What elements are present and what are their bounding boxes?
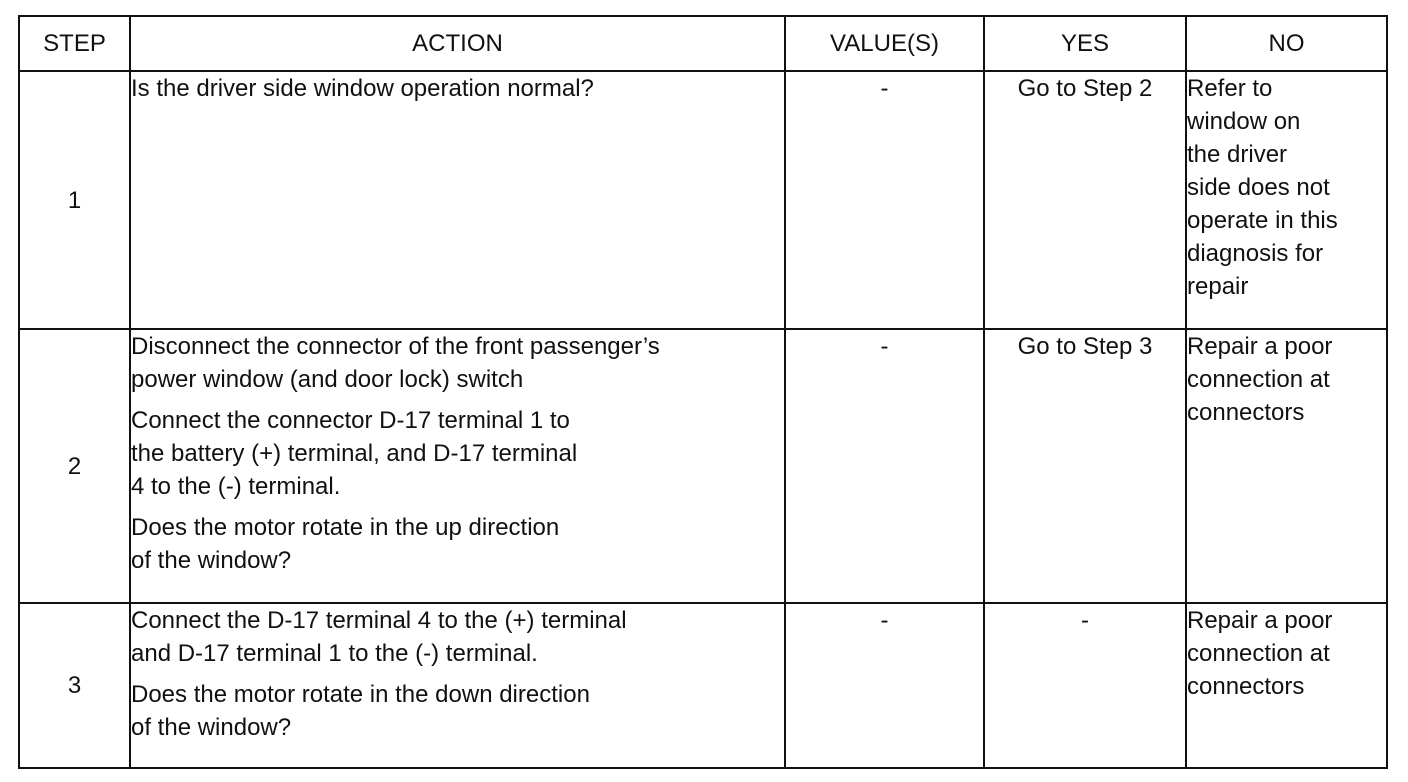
no-line: side does not <box>1187 174 1330 201</box>
step-number: 1 <box>19 71 130 329</box>
action-line: Connect the D-17 terminal 4 to the (+) terminal <box>131 607 627 634</box>
header-row <box>19 16 1387 71</box>
header-step: STEP <box>19 16 130 71</box>
action-line: of the window? <box>131 547 292 574</box>
action-paragraph <box>131 511 784 577</box>
header-values: VALUE(S) <box>785 16 984 71</box>
step-number: 3 <box>19 603 130 768</box>
action-line: Connect the connector D-17 terminal 1 to <box>131 407 570 434</box>
yes-cell: Go to Step 3 <box>984 329 1186 603</box>
no-cell <box>1186 71 1387 329</box>
action-paragraph <box>131 72 784 105</box>
action-paragraph <box>131 678 784 744</box>
no-line: Repair a poor <box>1187 607 1333 634</box>
no-line: repair <box>1187 273 1249 300</box>
no-line: the driver <box>1187 141 1288 168</box>
action-paragraph <box>131 330 784 396</box>
no-line: Repair a poor <box>1187 333 1333 360</box>
table-row <box>19 329 1387 603</box>
action-paragraph <box>131 404 784 503</box>
no-line: window on <box>1187 108 1301 135</box>
action-line: Does the motor rotate in the up direction <box>131 514 560 541</box>
action-line: the battery (+) terminal, and D-17 terminal <box>131 440 578 467</box>
no-cell <box>1186 603 1387 768</box>
header-no: NO <box>1186 16 1387 71</box>
value-cell: - <box>785 71 984 329</box>
table-row <box>19 603 1387 768</box>
step-number: 2 <box>19 329 130 603</box>
value-cell: - <box>785 603 984 768</box>
value-cell: - <box>785 329 984 603</box>
action-cell <box>130 329 785 603</box>
no-line: connection at <box>1187 366 1330 393</box>
action-line: Does the motor rotate in the down direction <box>131 681 590 708</box>
action-line: power window (and door lock) switch <box>131 366 524 393</box>
header-action: ACTION <box>130 16 785 71</box>
action-cell <box>130 71 785 329</box>
yes-cell: Go to Step 2 <box>984 71 1186 329</box>
action-cell <box>130 603 785 768</box>
diagnosis-table <box>18 15 1388 769</box>
yes-cell: - <box>984 603 1186 768</box>
action-line: and D-17 terminal 1 to the (-) terminal. <box>131 640 538 667</box>
header-yes: YES <box>984 16 1186 71</box>
no-line: diagnosis for <box>1187 240 1324 267</box>
no-line: Refer to <box>1187 75 1273 102</box>
no-line: operate in this <box>1187 207 1338 234</box>
no-cell <box>1186 329 1387 603</box>
action-line: Disconnect the connector of the front passenger’s <box>131 333 660 360</box>
action-line: of the window? <box>131 714 292 741</box>
action-line: 4 to the (-) terminal. <box>131 473 341 500</box>
no-line: connectors <box>1187 399 1305 426</box>
table-row <box>19 71 1387 329</box>
no-line: connection at <box>1187 640 1330 667</box>
action-line: Is the driver side window operation normal? <box>131 75 594 102</box>
no-line: connectors <box>1187 673 1305 700</box>
action-paragraph <box>131 604 784 670</box>
